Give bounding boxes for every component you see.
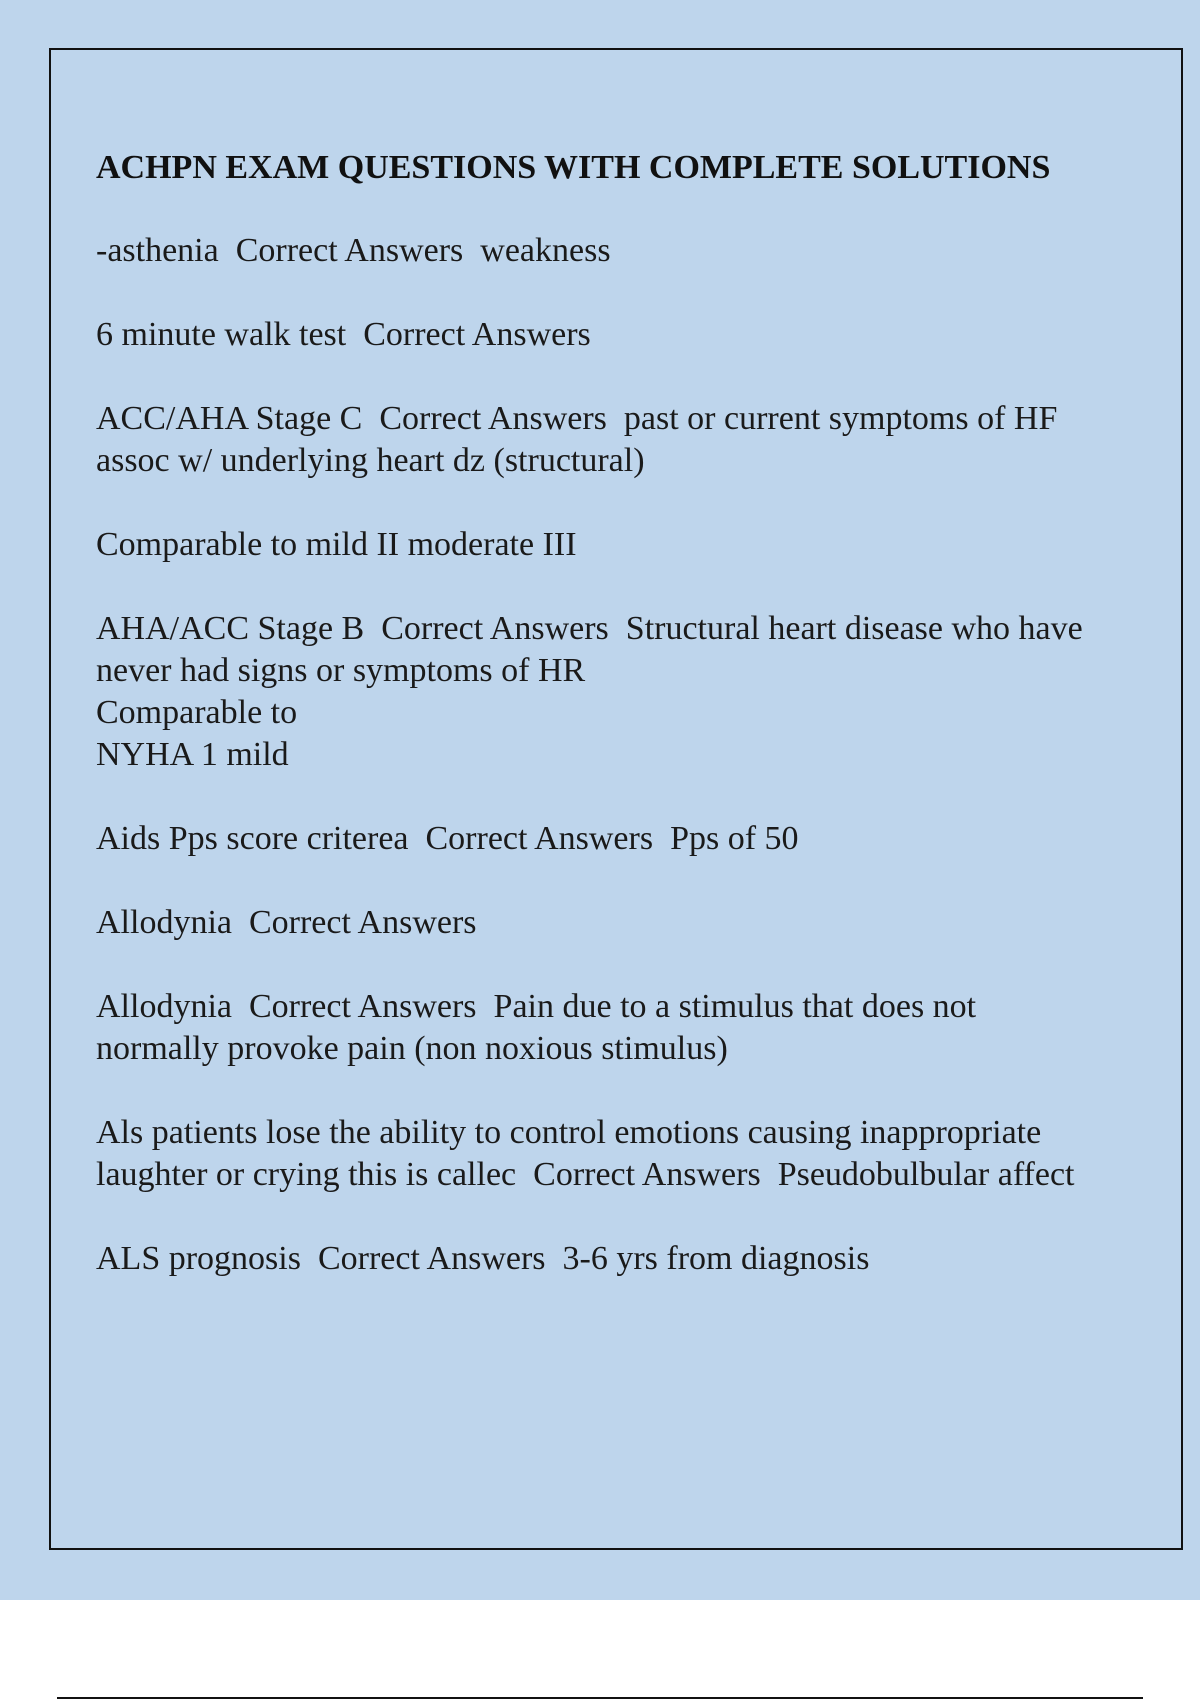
qa-entry: 6 minute walk test Correct Answers — [96, 316, 591, 353]
qa-entry: ACC/AHA Stage C Correct Answers past or current symptoms of HF assoc w/ underlying heart dz (structural) — [96, 400, 1066, 479]
qa-entry: -asthenia Correct Answers weakness — [96, 232, 611, 269]
qa-entry: Als patients lose the ability to control emotions causing inappropriate laughter or crying this is callec Correct Answers Pseudobulbular affect — [96, 1114, 1075, 1193]
qa-entry: ALS prognosis Correct Answers 3-6 yrs from diagnosis — [96, 1240, 870, 1277]
qa-entry: Aids Pps score criterea Correct Answers Pps of 50 — [96, 820, 799, 857]
document-content — [96, 97, 1096, 1280]
qa-entry: Allodynia Correct Answers Pain due to a stimulus that does not normally provoke pain (non noxious stimulus) — [96, 988, 985, 1067]
footer-divider — [57, 1697, 1143, 1699]
qa-entry: Allodynia Correct Answers — [96, 904, 477, 941]
qa-entry: AHA/ACC Stage B Correct Answers Structural heart disease who have never had signs or symptoms of HR Comparable to NYHA 1 mild — [96, 610, 1083, 773]
document-title: ACHPN EXAM QUESTIONS WITH COMPLETE SOLUTIONS — [96, 149, 1051, 186]
qa-entry: Comparable to mild II moderate III — [96, 526, 577, 563]
